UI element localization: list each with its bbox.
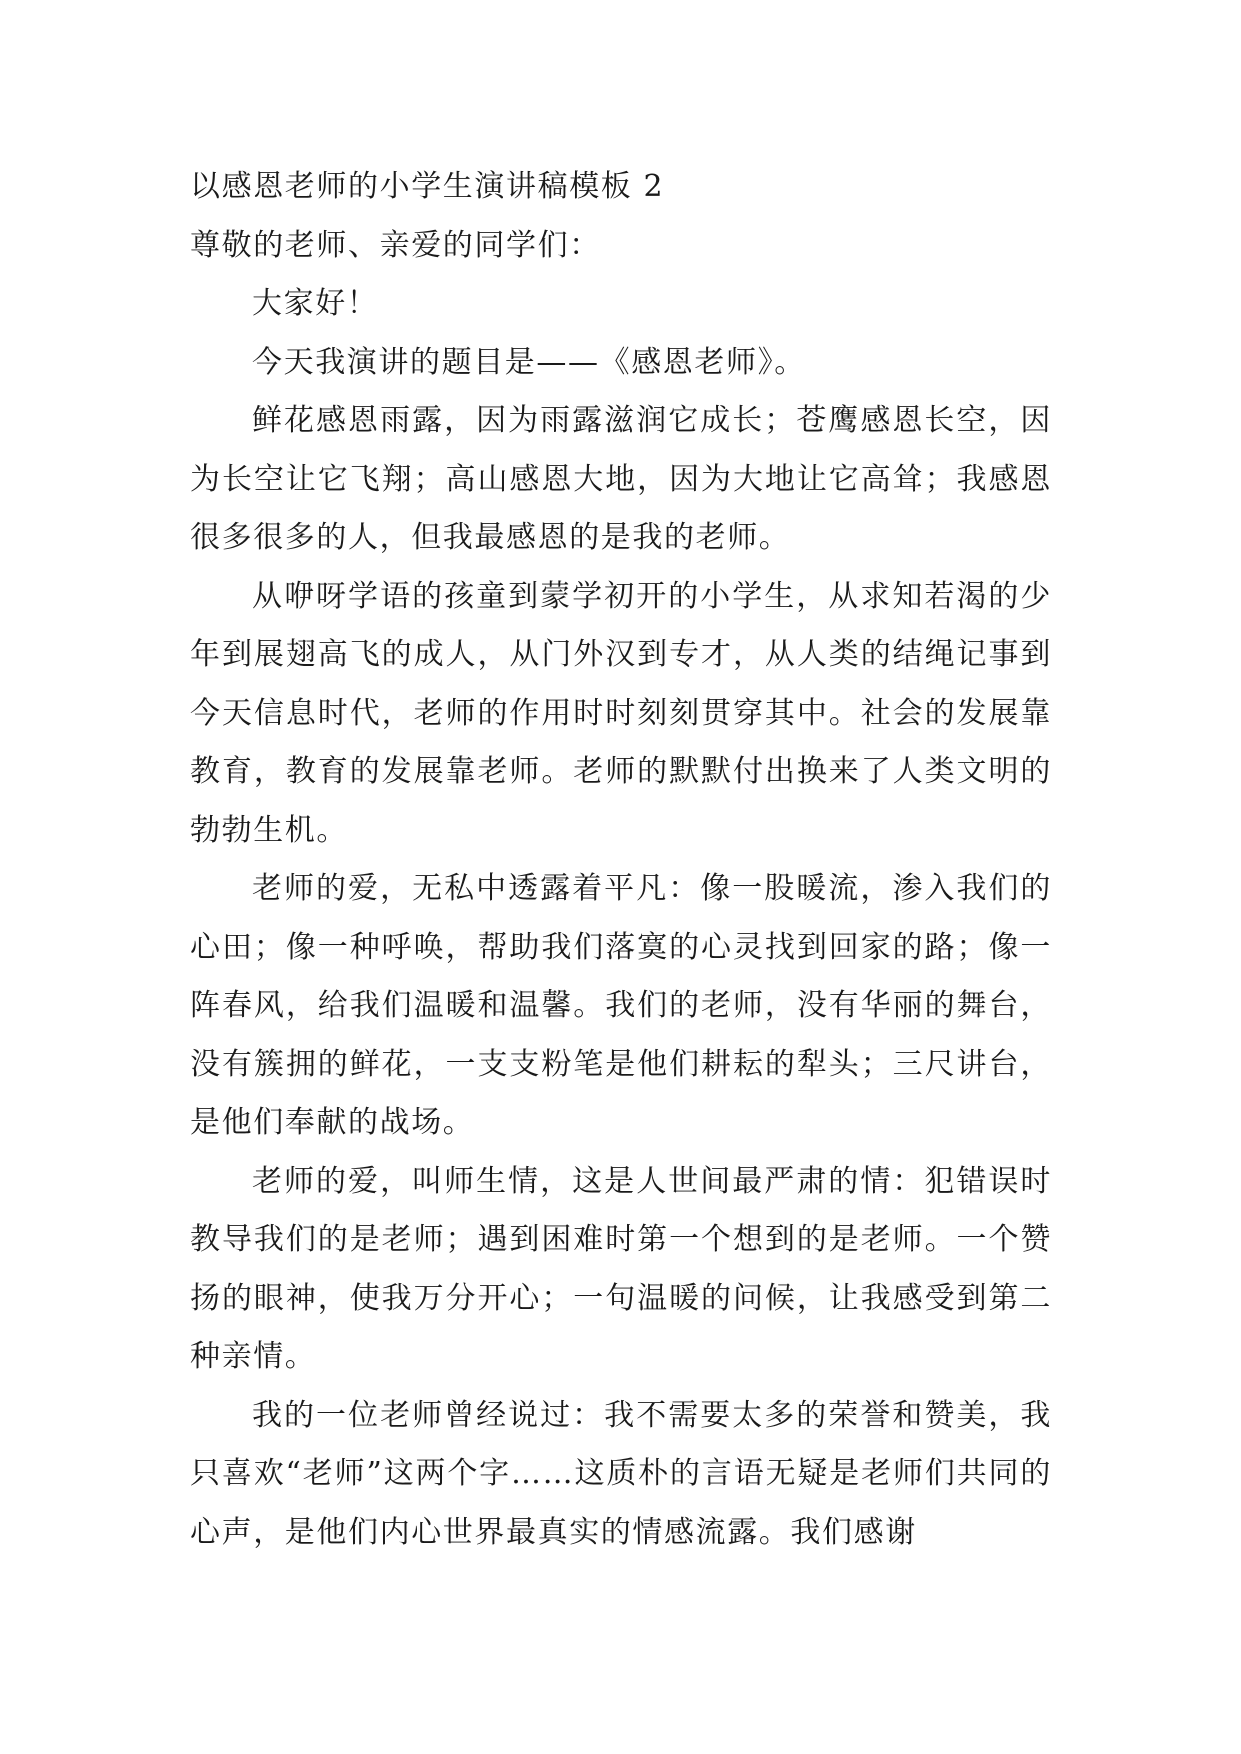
document-title: 以感恩老师的小学生演讲稿模板 2 bbox=[190, 169, 665, 204]
document-body bbox=[190, 158, 1052, 1562]
paragraph-teacher-student-bond: 老师的爱，叫师生情，这是人世间最严肃的情：犯错误时教导我们的是老师；遇到困难时第一个想到的是老师。一个赞扬的眼神，使我万分开心；一句温暖的问候，让我感受到第二种亲情。 bbox=[190, 1163, 1052, 1374]
salutation: 尊敬的老师、亲爱的同学们： bbox=[190, 227, 601, 263]
greeting: 大家好！ bbox=[252, 286, 379, 321]
paragraph-teacher-quote: 我的一位老师曾经说过：我不需要太多的荣誉和赞美，我只喜欢“老师”这两个字……这质朴的言语无疑是老师们共同的心声，是他们内心世界最真实的情感流露。我们感谢 bbox=[190, 1397, 1052, 1550]
paragraph-topic: 今天我演讲的题目是——《感恩老师》。 bbox=[252, 344, 806, 380]
paragraph-gratitude: 鲜花感恩雨露，因为雨露滋润它成长；苍鹰感恩长空，因为长空让它飞翔；高山感恩大地，因为大地让它高耸；我感恩很多很多的人，但我最感恩的是我的老师。 bbox=[190, 403, 1052, 555]
paragraph-teacher-love: 老师的爱，无私中透露着平凡：像一股暖流，渗入我们的心田；像一种呼唤，帮助我们落寞的心灵找到回家的路；像一阵春风，给我们温暖和温馨。我们的老师，没有华丽的舞台，没有簇拥的鲜花，一支支粉笔是他们耕耘的犁头；三尺讲台，是他们奉献的战场。 bbox=[190, 871, 1052, 1140]
paragraph-teacher-role: 从咿呀学语的孩童到蒙学初开的小学生，从求知若渴的少年到展翅高飞的成人，从门外汉到专才，从人类的结绳记事到今天信息时代，老师的作用时时刻刻贯穿其中。社会的发展靠教育，教育的发展靠老师。老师的默默付出换来了人类文明的勃勃生机。 bbox=[190, 578, 1052, 848]
